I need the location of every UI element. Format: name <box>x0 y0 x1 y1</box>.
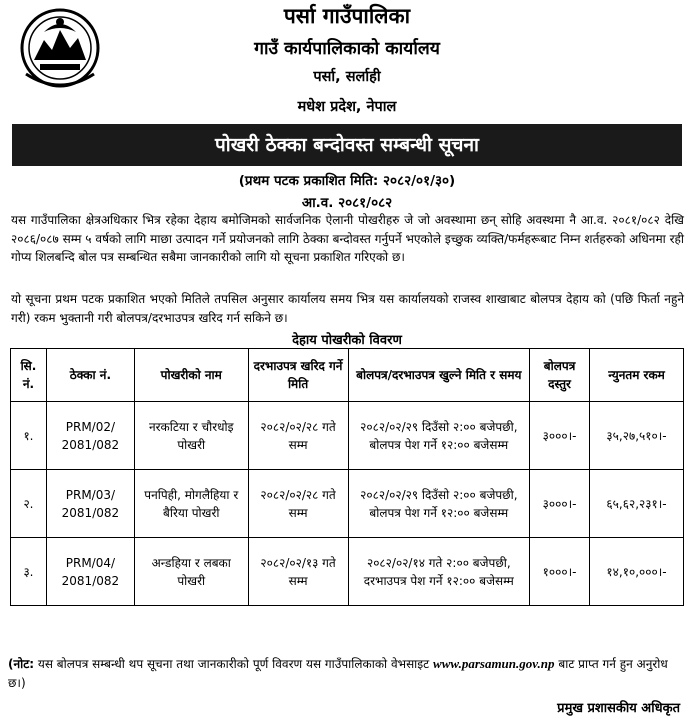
col-header-contract-no: ठेक्का नं. <box>46 349 134 402</box>
cell-serial: १. <box>11 402 47 470</box>
table-header-row <box>11 349 684 402</box>
cell-minimum-amount: ६५,६२,२३१।- <box>590 470 684 538</box>
cell-pond-name: अन्डहिया र लबका पोखरी <box>134 538 248 606</box>
cell-purchase-date: २०८२/०२/२८ गते सम्म <box>248 402 348 470</box>
cell-contract-no: PRM/03/ 2081/082 <box>46 470 134 538</box>
col-header-serial: सि. नं. <box>11 349 47 402</box>
table-caption: देहाय पोखरीको विवरण <box>292 333 402 348</box>
cell-opening-date: २०८२/०२/२९ दिउँसो २:०० बजेपछी, बोलपत्र पेश गर्ने १२:०० बजेसम्म <box>348 402 530 470</box>
published-date: (प्रथम पटक प्रकाशित मिति: २०८२/०१/३०) <box>238 173 456 189</box>
note-suffix: बाट प्राप्त गर्न हुन अनुरोध छ।) <box>8 657 668 690</box>
cell-purchase-date: २०८२/०२/१३ गते सम्म <box>248 538 348 606</box>
notice-paragraph-1: यस गाउँपालिका क्षेत्रअधिकार भित्र रहेका देहाय बमोजिमको सार्वजनिक ऐलानी पोखरीहरु जे जो अवस्थामा छन् सोहि अवस्थमा नै आ.व. २०८१/०८२ देखि २०८६/०८७ सम्म ५ वर्षको लागि माछा उत्पादन गर्ने प्रयोजनको लागि ठेक्का बन्दोवस्त गर्नुपर्ने भएकोले इच्छुक व्यक्ति/फर्महरूबाट निम्न शर्तहरुको अधिनमा रही गोप्य शिलबन्दि बोल पत्र सम्बन्धित सबैमा जानकारीको लागि यो सूचना प्रकाशित गरिएको छ। <box>11 213 684 265</box>
cell-bid-fee: ३०००।- <box>530 470 590 538</box>
cell-minimum-amount: १४,१०,०००।- <box>590 538 684 606</box>
municipality-title: पर्सा गाउँपालिका <box>283 4 411 28</box>
cell-minimum-amount: ३५,२७,५१०।- <box>590 402 684 470</box>
cell-contract-no: PRM/02/ 2081/082 <box>46 402 134 470</box>
cell-bid-fee: ३०००।- <box>530 402 590 470</box>
table-row <box>11 402 684 470</box>
col-header-pond-name: पोखरीको नाम <box>134 349 248 402</box>
footer-note <box>8 654 688 693</box>
cell-purchase-date: २०८२/०२/२८ गते सम्म <box>248 470 348 538</box>
cell-serial: ३. <box>11 538 47 606</box>
cell-opening-date: २०८२/०२/१४ गते २:०० बजेपछी, दरभाउपत्र पेश गर्ने १२:०० बजेसम्म <box>348 538 530 606</box>
table-row <box>11 538 684 606</box>
col-header-opening-date: बोलपत्र/दरभाउपत्र खुल्ने मिति र समय <box>348 349 530 402</box>
notice-header <box>0 0 694 118</box>
cell-opening-date: २०८२/०२/२९ दिउँसो २:०० बजेपछी, बोलपत्र पेश गर्ने १२:०० बजेसम्म <box>348 470 530 538</box>
signature-title: प्रमुख प्रशासकीय अधिकृत <box>557 701 680 716</box>
cell-contract-no: PRM/04/ 2081/082 <box>46 538 134 606</box>
col-header-bid-fee: बोलपत्र दस्तुर <box>530 349 590 402</box>
province-name: मधेश प्रदेश, नेपाल <box>297 99 397 115</box>
cell-serial: २. <box>11 470 47 538</box>
notice-banner: पोखरी ठेक्का बन्दोवस्त सम्बन्धी सूचना <box>12 124 682 166</box>
cell-pond-name: नरकटिया र चौरधोइ पोखरी <box>134 402 248 470</box>
notice-paragraph-2: यो सूचना प्रथम पटक प्रकाशित भएको मितिले तपसिल अनुसार कार्यालय समय भित्र यस कार्यालयको राजस्व शाखाबाट बोलपत्र देहाय को (पछि फिर्ता नहुने गरी) रकम भुक्तानी गरी बोलपत्र/दरभाउपत्र खरिद गर्न सकिने छ। <box>11 292 684 325</box>
note-prefix: (नोट: <box>8 657 35 671</box>
note-text: यस बोलपत्र सम्बन्धी थप सूचना तथा जानकारीको पूर्ण विवरण यस गाउँपालिकाको वेभसाइट <box>34 657 434 671</box>
office-name: गाउँ कार्यपालिकाको कार्यालय <box>254 39 440 59</box>
col-header-minimum-amount: न्युनतम रकम <box>590 349 684 402</box>
cell-bid-fee: १०००।- <box>530 538 590 606</box>
col-header-purchase-date: दरभाउपत्र खरिद गर्ने मिति <box>248 349 348 402</box>
ponds-table <box>10 348 684 606</box>
cell-pond-name: पनपिही, मोगलैहिया र बैरिया पोखरी <box>134 470 248 538</box>
fiscal-year: आ.व. २०८१/०८२ <box>301 195 393 211</box>
office-location: पर्सा, सर्लाही <box>313 69 381 85</box>
website-link[interactable]: www.parsamun.gov.np <box>433 656 555 671</box>
table-row <box>11 470 684 538</box>
